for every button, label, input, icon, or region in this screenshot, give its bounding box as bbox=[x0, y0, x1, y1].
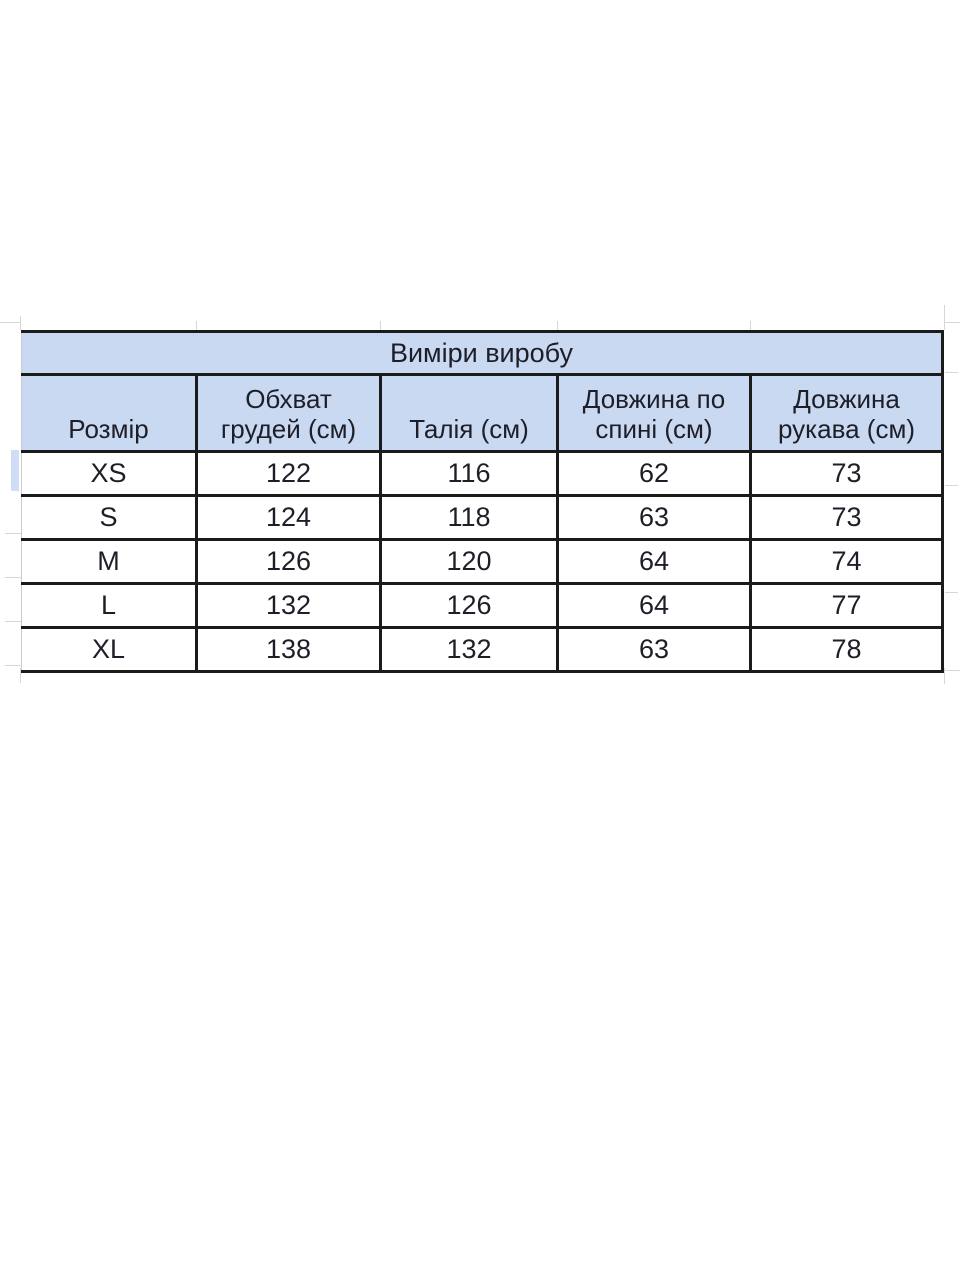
column-header-chest-line1: Обхват bbox=[245, 384, 332, 415]
gridline-top-left bbox=[0, 322, 21, 323]
gridline-above-col4 bbox=[750, 321, 751, 330]
cell-sleeve-length: 77 bbox=[751, 584, 943, 628]
cell-size: M bbox=[22, 540, 197, 584]
cell-chest: 138 bbox=[197, 628, 381, 672]
cell-waist: 116 bbox=[381, 452, 558, 496]
column-header-back-length-line1: Довжина по bbox=[582, 384, 726, 415]
cell-back-length: 63 bbox=[558, 628, 751, 672]
cell-size: XS bbox=[22, 452, 197, 496]
cell-back-length: 63 bbox=[558, 496, 751, 540]
column-header-chest bbox=[197, 375, 381, 452]
gridline-right-margin bbox=[945, 485, 958, 486]
gridline-top-right bbox=[944, 322, 960, 323]
table-row-xs bbox=[22, 452, 943, 496]
gridline-above-col2 bbox=[380, 321, 381, 330]
table-row-m bbox=[22, 540, 943, 584]
column-header-sleeve-length-line2: рукава (см) bbox=[778, 414, 915, 445]
table-title: Виміри виробу bbox=[22, 332, 943, 375]
row-selection-indicator bbox=[11, 450, 19, 491]
gridline-left-margin bbox=[5, 533, 21, 534]
cell-back-length: 62 bbox=[558, 452, 751, 496]
column-header-size-label: Розмір bbox=[68, 414, 149, 445]
cell-waist: 126 bbox=[381, 584, 558, 628]
cell-waist: 132 bbox=[381, 628, 558, 672]
table-header-row bbox=[22, 375, 943, 452]
cell-waist: 120 bbox=[381, 540, 558, 584]
column-header-waist-label: Талія (см) bbox=[409, 414, 529, 445]
gridline-right-margin bbox=[945, 592, 958, 593]
gridline-bottom-right bbox=[945, 670, 960, 671]
table-row-xl bbox=[22, 628, 943, 672]
column-header-waist bbox=[381, 375, 558, 452]
cell-waist: 118 bbox=[381, 496, 558, 540]
column-header-sleeve-length-line1: Довжина bbox=[793, 384, 900, 415]
cell-back-length: 64 bbox=[558, 540, 751, 584]
gridline-left-margin bbox=[5, 665, 21, 666]
cell-chest: 126 bbox=[197, 540, 381, 584]
cell-chest: 132 bbox=[197, 584, 381, 628]
table-row-l bbox=[22, 584, 943, 628]
table-row-s bbox=[22, 496, 943, 540]
cell-size: XL bbox=[22, 628, 197, 672]
column-header-size bbox=[22, 375, 197, 452]
cell-size: L bbox=[22, 584, 197, 628]
gridline-above-col1 bbox=[196, 321, 197, 330]
column-header-back-length-line2: спині (см) bbox=[595, 414, 713, 445]
gridline-above-left bbox=[20, 316, 21, 330]
gridline-above-col3 bbox=[557, 321, 558, 330]
gridline-right-margin bbox=[945, 372, 958, 373]
gridline-left-margin bbox=[5, 577, 21, 578]
cell-sleeve-length: 78 bbox=[751, 628, 943, 672]
size-chart-table bbox=[21, 330, 944, 673]
gridline-left-margin bbox=[5, 621, 21, 622]
column-header-back-length bbox=[558, 375, 751, 452]
column-header-chest-line2: грудей (см) bbox=[220, 414, 357, 445]
gridline-above-right bbox=[944, 305, 945, 330]
cell-sleeve-length: 74 bbox=[751, 540, 943, 584]
cell-sleeve-length: 73 bbox=[751, 452, 943, 496]
table-title-row bbox=[22, 332, 943, 375]
column-header-sleeve-length bbox=[751, 375, 943, 452]
cell-chest: 124 bbox=[197, 496, 381, 540]
cell-back-length: 64 bbox=[558, 584, 751, 628]
cell-sleeve-length: 73 bbox=[751, 496, 943, 540]
cell-size: S bbox=[22, 496, 197, 540]
cell-chest: 122 bbox=[197, 452, 381, 496]
